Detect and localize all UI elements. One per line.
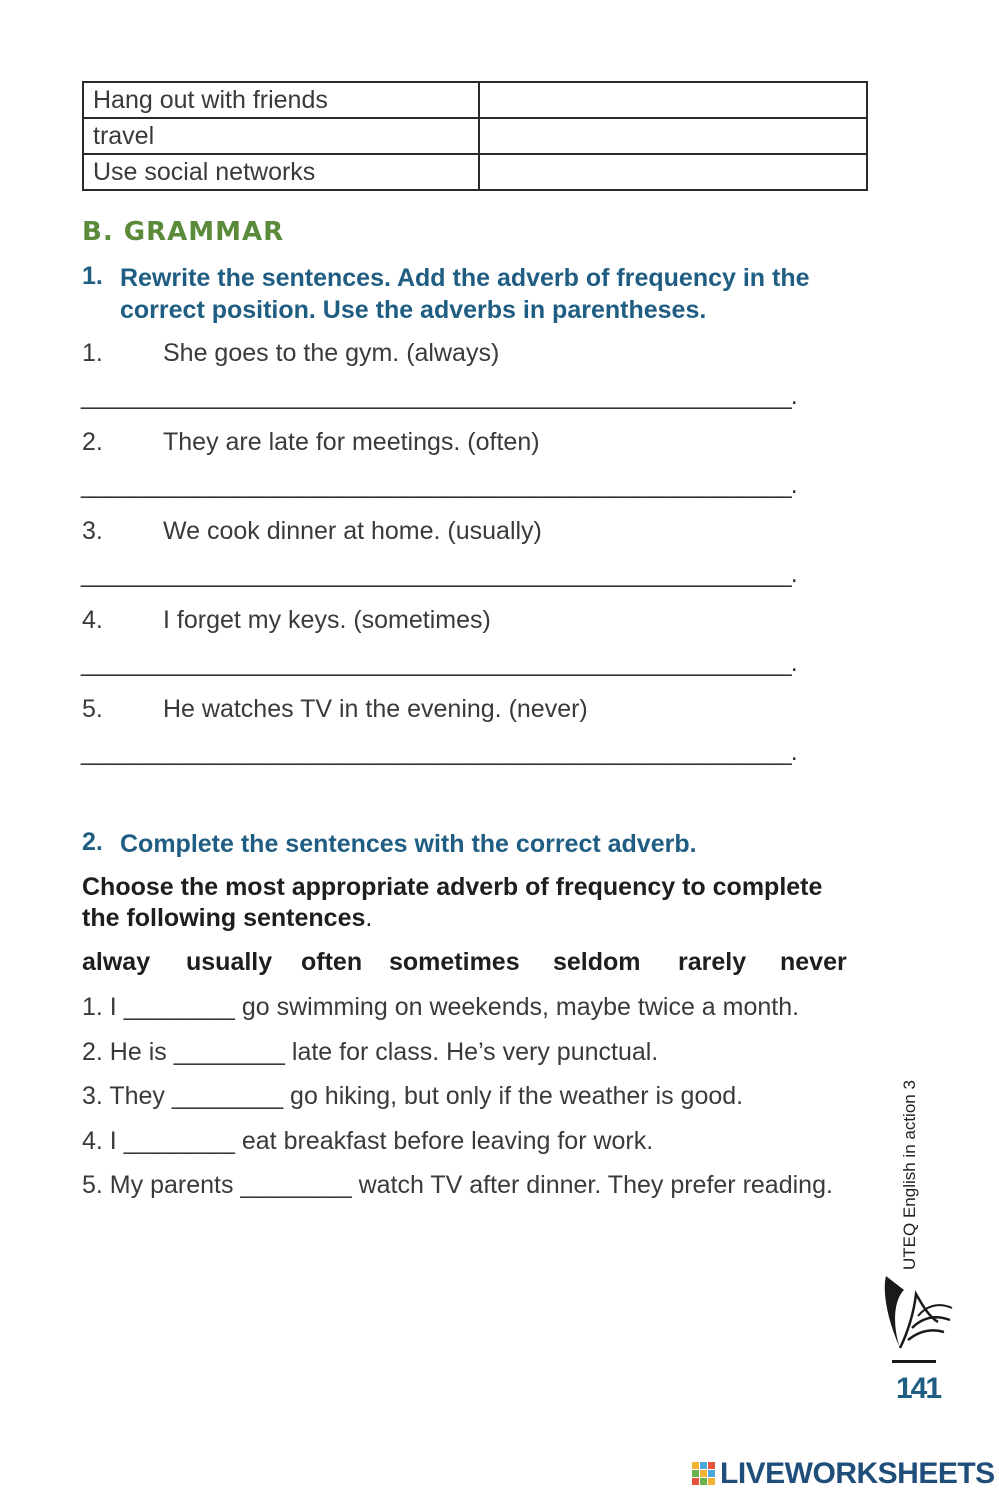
page-number: 141: [896, 1372, 941, 1405]
answer-line[interactable]: _______________________________________________________.: [81, 382, 797, 410]
fill-sentence: [82, 1171, 833, 1200]
section-title: B. GRAMMAR: [82, 217, 285, 247]
item-text: They are late for meetings. (often): [163, 428, 540, 456]
sentence-end: go hiking, but only if the weather is good.: [283, 1082, 744, 1110]
answer-line[interactable]: _______________________________________________________.: [81, 471, 797, 499]
instruction-end: .: [365, 904, 373, 932]
fill-sentence: [82, 1082, 743, 1111]
sentence-start: 5. My parents: [82, 1171, 241, 1199]
task2-instruction: [82, 872, 902, 934]
activity-cell: travel: [83, 118, 479, 154]
adverb-option: sometimes: [389, 948, 520, 976]
brand-name: LIVEWORKSHEETS: [720, 1457, 995, 1490]
item-text: We cook dinner at home. (usually): [163, 517, 542, 545]
sentence-start: 2. He is: [82, 1038, 174, 1066]
answer-line[interactable]: _______________________________________________________.: [81, 649, 797, 677]
item-number: 5.: [82, 695, 103, 723]
adverb-option: rarely: [678, 948, 747, 976]
fill-sentence: [82, 993, 799, 1022]
book-icon: [878, 1272, 958, 1352]
adverb-option: never: [780, 948, 847, 976]
table-row: [83, 82, 867, 118]
fill-sentence: [82, 1038, 658, 1067]
fill-sentence: [82, 1127, 653, 1156]
task2-number: 2.: [82, 828, 103, 856]
fill-blank[interactable]: ________: [123, 1127, 235, 1155]
adverb-option: alway: [82, 948, 151, 976]
task1-heading-line2: correct position. Use the adverbs in parentheses.: [120, 296, 707, 324]
answer-line[interactable]: _______________________________________________________.: [81, 560, 797, 588]
item-text: She goes to the gym. (always): [163, 339, 500, 367]
task1-heading-line1: Rewrite the sentences. Add the adverb of frequency in the: [120, 264, 810, 292]
item-text: I forget my keys. (sometimes): [163, 606, 491, 634]
sentence-start: 1. I: [82, 993, 124, 1021]
activity-cell: Hang out with friends: [83, 82, 479, 118]
page-divider: [892, 1360, 936, 1363]
adverb-option: seldom: [553, 948, 641, 976]
sentence-end: late for class. He’s very punctual.: [284, 1038, 659, 1066]
task1-heading: [82, 262, 902, 326]
activity-table: [82, 81, 868, 191]
table-row: [83, 118, 867, 154]
task2-title: Complete the sentences with the correct adverb.: [120, 830, 697, 858]
item-number: 2.: [82, 428, 103, 456]
sentence-end: go swimming on weekends, maybe twice a month.: [234, 993, 800, 1021]
fill-blank[interactable]: ________: [123, 993, 235, 1021]
activity-cell: Use social networks: [83, 154, 479, 190]
liveworksheets-logo-icon: [692, 1462, 716, 1486]
item-number: 4.: [82, 606, 103, 634]
table-row: [83, 154, 867, 190]
task1-number: 1.: [82, 262, 103, 290]
answer-cell[interactable]: [479, 118, 867, 154]
sentence-end: watch TV after dinner. They prefer reading.: [351, 1171, 833, 1199]
answer-cell[interactable]: [479, 82, 867, 118]
adverb-option: often: [301, 948, 363, 976]
answer-cell[interactable]: [479, 154, 867, 190]
instruction-line2: the following sentences: [82, 904, 366, 932]
sentence-start: 3. They: [82, 1082, 172, 1110]
item-text: He watches TV in the evening. (never): [163, 695, 588, 723]
fill-blank[interactable]: ________: [173, 1038, 285, 1066]
fill-blank[interactable]: ________: [240, 1171, 352, 1199]
sentence-start: 4. I: [82, 1127, 124, 1155]
item-number: 3.: [82, 517, 103, 545]
task2-heading: [82, 828, 902, 860]
book-title: UTEQ English in action 3: [900, 1080, 919, 1270]
item-number: 1.: [82, 339, 103, 367]
instruction-line1: Choose the most appropriate adverb of frequency to complete: [82, 873, 823, 901]
fill-blank[interactable]: ________: [171, 1082, 284, 1110]
sentence-end: eat breakfast before leaving for work.: [234, 1127, 654, 1155]
answer-line[interactable]: _______________________________________________________.: [81, 738, 797, 766]
adverb-option: usually: [186, 948, 273, 976]
